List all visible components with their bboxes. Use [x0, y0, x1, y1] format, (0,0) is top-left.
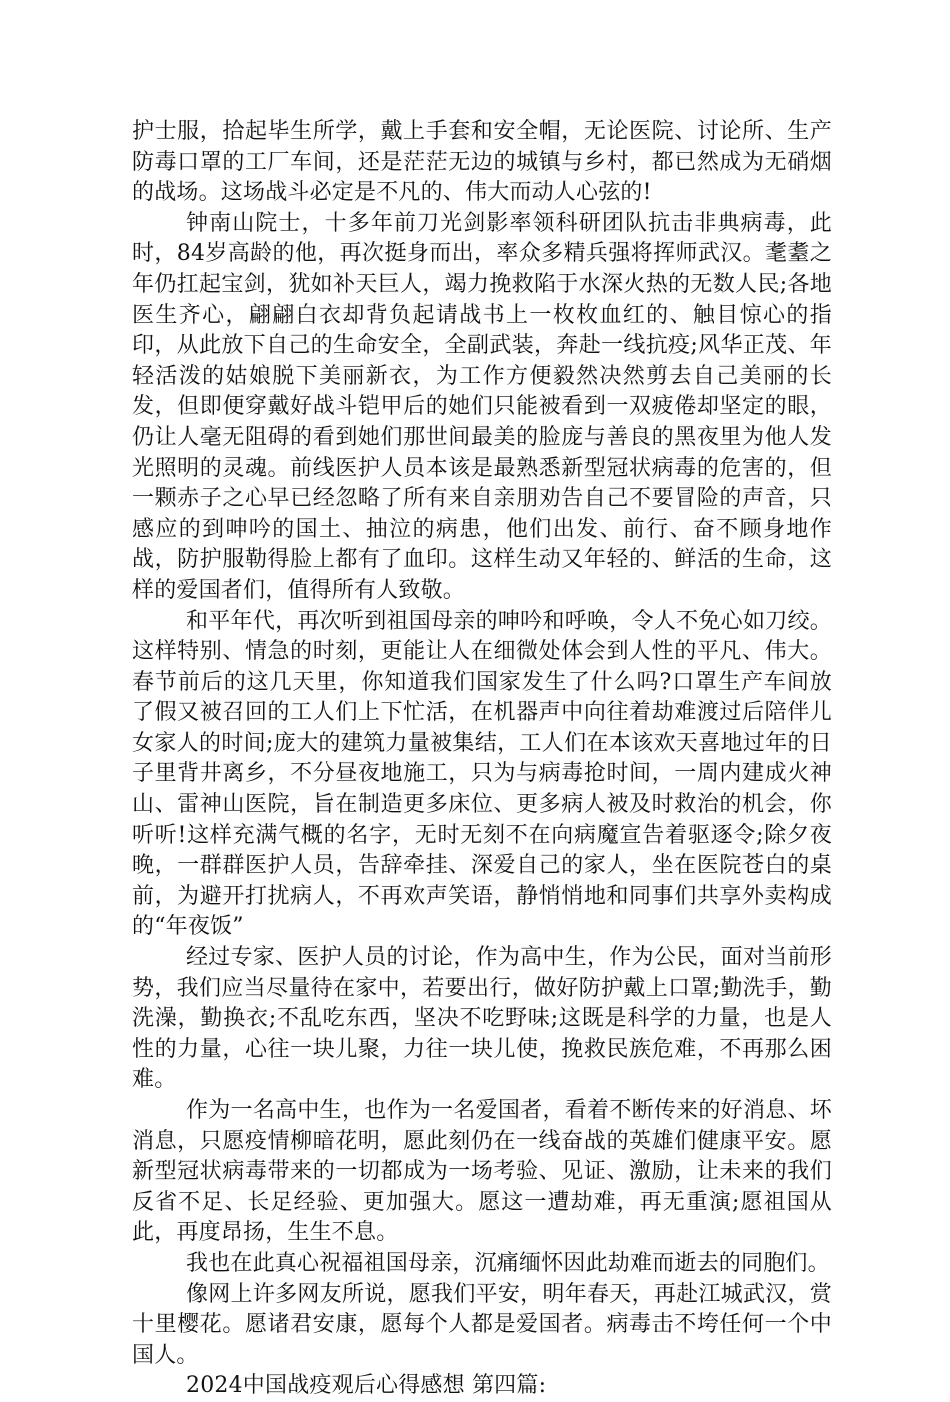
paragraph-cherry-blossoms: 像网上许多网友所说，愿我们平安，明年春天，再赴江城武汉，赏十里樱花。愿诸君安康，愿每个人都是爱国者。病毒击不垮任何一个中国人。	[132, 1281, 832, 1368]
paragraph-zhong-nanshan: 钟南山院士，十多年前刀光剑影率领科研团队抗击非典病毒，此时，84岁高龄的他，再次挺身而出，率众多精兵强将挥师武汉。耄耋之年仍扛起宝剑，犹如补天巨人，竭力挽救陷于水深火热的无数人民;各地医生齐心，翩翩白衣却背负起请战书上一枚枚血红的、触目惊心的指印，从此放下自己的生命安全，全副武装，奔赴一线抗疫;风华正茂、年轻活泼的姑娘脱下美丽新衣，为工作方便毅然决然剪去自己美丽的长发，但即便穿戴好战斗铠甲后的她们只能被看到一双疲倦却坚定的眼，仍让人毫无阻碍的看到她们那世间最美的脸庞与善良的黑夜里为他人发光照明的灵魂。前线医护人员本该是最熟悉新型冠状病毒的危害的，但一颗赤子之心早已经忽略了所有来自亲朋劝告自己不要冒险的声音，只感应的到呻吟的国土、抽泣的病患，他们出发、前行、奋不顾身地作战，防护服勒得脸上都有了血印。这样生动又年轻的、鲜活的生命，这样的爱国者们，值得所有人致敬。	[132, 210, 832, 603]
paragraph-continued: 护士服，拾起毕生所学，戴上手套和安全帽，无论医院、讨论所、生产防毒口罩的工厂车间，还是茫茫无边的城镇与乡村，都已然成为无硝烟的战场。这场战斗必定是不凡的、伟大而动人心弦的!	[132, 119, 832, 206]
paragraph-peacetime: 和平年代，再次听到祖国母亲的呻吟和呼唤，令人不免心如刀绞。这样特别、情急的时刻，更能让人在细微处体会到人性的平凡、伟大。春节前后的这几天里，你知道我们国家发生了什么吗?口罩生产车间放了假又被召回的工人们上下忙活，在机器声中向往着劫难渡过后陪伴儿女家人的时间;庞大的建筑力量被集结，工人们在本该欢天喜地过年的日子里背井离乡，不分昼夜地施工，只为与病毒抢时间，一周内建成火神山、雷神山医院，旨在制造更多床位、更多病人被及时救治的机会，你听听!这样充满气概的名字，无时无刻不在向病魔宣告着驱逐令;除夕夜晚，一群群医护人员，告辞牵挂、深爱自己的家人，坐在医院苍白的桌前，为避开打扰病人，不再欢声笑语，静悄悄地和同事们共享外卖构成的“年夜饭”	[132, 608, 832, 940]
paragraph-prevention: 经过专家、医护人员的讨论，作为高中生，作为公民，面对当前形势，我们应当尽量待在家中，若要出行，做好防护戴上口罩;勤洗手，勤洗澡，勤换衣;不乱吃东西，坚决不吃野味;这既是科学的力量，也是人性的力量，心往一块儿聚，力往一块儿使，挽救民族危难，不再那么困难。	[132, 945, 832, 1093]
section-heading: 2024中国战疫观后心得感想 第四篇:	[186, 1373, 547, 1399]
paragraph-mourning: 我也在此真心祝福祖国母亲，沉痛缅怀因此劫难而逝去的同胞们。	[186, 1250, 830, 1276]
document-body	[132, 117, 832, 1402]
paragraph-wishes: 作为一名高中生，也作为一名爱国者，看着不断传来的好消息、坏消息，只愿疫情柳暗花明，愿此刻仍在一线奋战的英雄们健康平安。愿新型冠状病毒带来的一切都成为一场考验、见证、激励，让未来的我们反省不足、长足经验、更加强大。愿这一遭劫难，再无重演;愿祖国从此，再度昂扬，生生不息。	[132, 1098, 832, 1246]
